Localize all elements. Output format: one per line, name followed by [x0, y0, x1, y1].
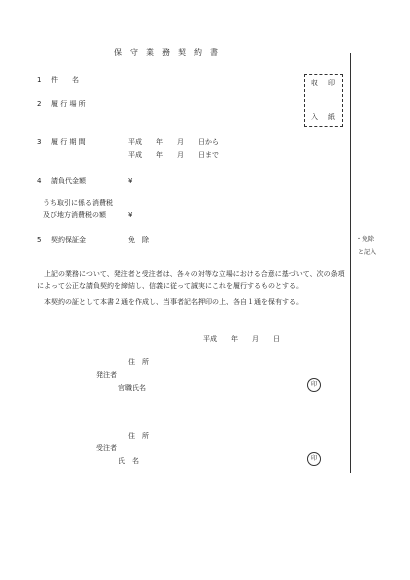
revenue-stamp-box [304, 74, 343, 127]
document-title: 保守業務契約書 [114, 48, 226, 57]
item5-label: 契約保証金 [51, 236, 86, 244]
contractor-seal: 印 [307, 452, 321, 466]
item3-label: 履 行 期 間 [51, 138, 86, 146]
item4-label: 請負代金額 [51, 177, 86, 185]
orderer-name-label: 官職氏名 [118, 384, 146, 392]
orderer-role: 発注者 [96, 371, 117, 379]
stamp-char-4: 紙 [328, 113, 335, 121]
guarantee-value: 免 除 [128, 236, 149, 244]
contractor-address-label: 住 所 [128, 432, 149, 440]
contractor-name-label: 氏 名 [118, 457, 139, 465]
period-start: 平成 年 月 日から [128, 138, 219, 146]
margin-rule [350, 53, 351, 473]
item1-label: 件 名 [51, 76, 79, 84]
item1-number: 1 [37, 76, 42, 84]
orderer-seal: 印 [307, 378, 321, 392]
contract-amount-yen: ¥ [128, 177, 133, 185]
contractor-role: 受注者 [96, 444, 117, 452]
orderer-address-label: 住 所 [128, 358, 149, 366]
item4-number: 4 [37, 177, 42, 185]
stamp-char-2: 印 [328, 79, 335, 87]
tax-label-line1: うち取引に係る消費税 [43, 199, 113, 207]
item2-label: 履 行 場 所 [51, 100, 86, 108]
item2-number: 2 [37, 100, 42, 108]
tax-amount-yen: ¥ [128, 211, 133, 219]
stamp-char-1: 収 [311, 79, 318, 87]
item3-number: 3 [37, 138, 42, 146]
body-paragraph-2: 本契約の証として本書２通を作成し、当事者記名押印の上、各自１通を保有する。 [44, 298, 303, 306]
period-end: 平成 年 月 日まで [128, 151, 219, 159]
item5-number: 5 [37, 236, 42, 244]
body-paragraph-1: 上記の業務について、発注者と受注者は、各々の対等な立場における合意に基づいて、次の条項によって公正な請負契約を締結し、信義に従って誠実にこれを履行するものとする。 [37, 270, 345, 290]
contract-date: 平成 年 月 日 [203, 335, 280, 343]
stamp-char-3: 入 [311, 113, 318, 121]
side-note-line2: と記入 [358, 249, 377, 256]
tax-label-line2: 及び地方消費税の額 [43, 211, 106, 219]
side-note-line1: ・免除 [356, 236, 375, 243]
